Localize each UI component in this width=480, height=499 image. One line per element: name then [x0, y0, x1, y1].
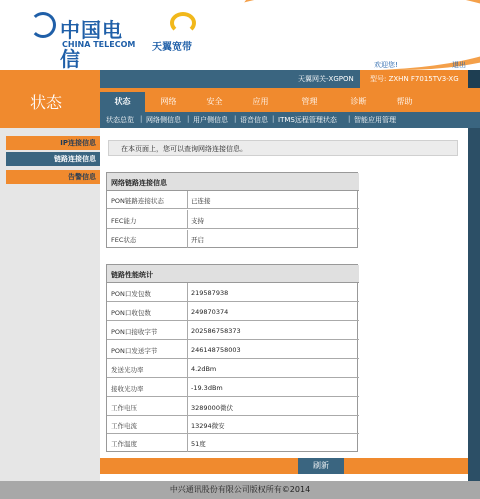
table-row [107, 191, 359, 209]
row-value: 13294微安 [191, 422, 225, 430]
subnav-separator: | [187, 115, 190, 123]
row-key: 工作电流 [111, 422, 137, 430]
subnav-network-side[interactable]: 网络侧信息 [146, 116, 181, 124]
table-row [107, 416, 359, 434]
sidebar-item-link[interactable]: 链路连接信息 [6, 152, 100, 166]
device-model: 型号: ZXHN F7015TV3-XG [370, 75, 459, 83]
table-row [107, 397, 359, 416]
refresh-button[interactable]: 刷新 [298, 458, 344, 474]
subnav-smart-app[interactable]: 智能应用管理 [354, 116, 396, 124]
row-key: 发送光功率 [111, 366, 144, 374]
tab-network[interactable]: 网络 [160, 97, 177, 106]
subnav-separator: | [234, 115, 237, 123]
table-row [107, 359, 359, 378]
subnav-itms[interactable]: ITMS远程管理状态 [278, 116, 337, 124]
table-row [107, 378, 359, 397]
main-content [100, 128, 468, 481]
subnav-separator: | [140, 115, 143, 123]
row-key: 工作电压 [111, 404, 137, 412]
footer-bar [100, 458, 468, 474]
tab-diagnosis[interactable]: 诊断 [350, 97, 367, 106]
table-title: 链路性能统计 [111, 271, 153, 279]
sidebar-item-alarm[interactable]: 告警信息 [6, 170, 100, 184]
subnav-voice[interactable]: 语音信息 [240, 116, 268, 124]
sidebar-item-ip[interactable]: IP连接信息 [6, 136, 100, 150]
table-row [107, 283, 359, 302]
sub-nav [100, 112, 480, 128]
brand-cn: 中国电信 [60, 18, 123, 70]
row-value: 51度 [191, 440, 206, 448]
section-title: 状态 [30, 93, 63, 112]
right-edge [468, 128, 480, 481]
header [0, 0, 480, 70]
copyright: 中兴通讯股份有限公司版权所有©2014 [0, 481, 480, 499]
row-value: 已连接 [191, 197, 211, 205]
subnav-separator: | [272, 115, 275, 123]
link-info-table [106, 172, 358, 248]
tab-help[interactable]: 帮助 [396, 97, 413, 106]
row-key: FEC状态 [111, 236, 137, 244]
subnav-user-side[interactable]: 用户侧信息 [193, 116, 228, 124]
logout-link[interactable]: 退出 [452, 61, 466, 69]
telecom-logo-icon [30, 12, 56, 38]
row-key: 接收光功率 [111, 385, 144, 393]
row-key: PON口发包数 [111, 290, 151, 298]
device-name: 天翼网关-XGPON [298, 75, 354, 83]
row-value: 支持 [191, 217, 204, 225]
row-key: PON口发送字节 [111, 347, 158, 355]
china-telecom-logo [30, 12, 140, 70]
row-value: 249870374 [191, 308, 229, 316]
title-edge [468, 70, 480, 88]
tianyi-broadband-logo [152, 12, 232, 52]
table-row [107, 230, 359, 248]
row-key: PON口收包数 [111, 309, 151, 317]
row-value: 3289000微伏 [191, 404, 233, 412]
tab-management[interactable]: 管理 [301, 97, 318, 106]
brand-en: CHINA TELECOM [62, 40, 136, 49]
intro-text: 在本页面上，您可以查询网络连接信息。 [121, 145, 247, 153]
row-value: 246148758003 [191, 346, 241, 354]
row-value: 开启 [191, 236, 204, 244]
table-row [107, 210, 359, 229]
tab-application[interactable]: 应用 [252, 97, 269, 106]
table-row [107, 302, 359, 321]
section-title-block [0, 70, 100, 128]
row-key: PON链路连接状态 [111, 197, 164, 205]
row-key: 工作温度 [111, 440, 137, 448]
table-header [107, 265, 359, 283]
intro-box [108, 140, 458, 156]
tianyi-ring-icon [170, 12, 196, 34]
tab-status[interactable]: 状态 [100, 92, 145, 112]
perf-stats-table [106, 264, 358, 452]
table-row [107, 434, 359, 452]
broadband-label: 天翼宽带 [152, 42, 192, 53]
table-header [107, 173, 359, 191]
top-links [360, 60, 480, 70]
table-row [107, 321, 359, 340]
row-value: 202586758373 [191, 327, 241, 335]
row-value: 219587938 [191, 289, 229, 297]
main-nav [100, 88, 480, 112]
welcome-text: 欢迎您! [374, 61, 398, 69]
row-key: PON口接收字节 [111, 328, 158, 336]
table-title: 网络链路连接信息 [111, 179, 167, 187]
tab-security[interactable]: 安全 [206, 97, 223, 106]
subnav-overview[interactable]: 状态总览 [106, 116, 134, 124]
row-value: 4.2dBm [191, 365, 217, 373]
subnav-separator: | [348, 115, 351, 123]
table-row [107, 340, 359, 359]
row-value: -19.3dBm [191, 384, 223, 392]
sidebar [0, 128, 100, 481]
row-key: FEC能力 [111, 217, 137, 225]
